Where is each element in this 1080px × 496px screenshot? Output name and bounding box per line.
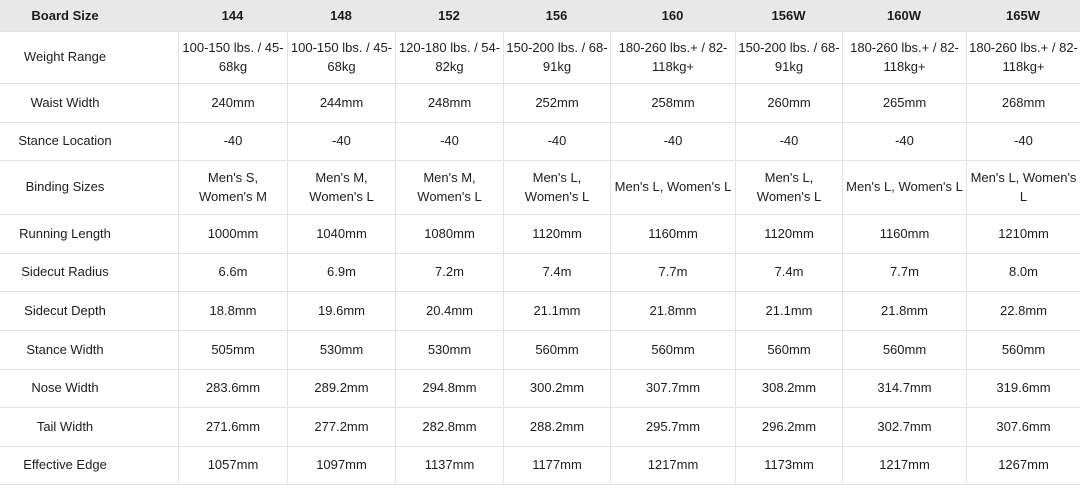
spec-cell: 7.4m	[735, 254, 842, 292]
row-label: Effective Edge	[0, 447, 178, 485]
row-label: Stance Width	[0, 331, 178, 370]
spec-cell: 307.7mm	[610, 370, 735, 408]
column-header-144: 144	[178, 0, 287, 31]
header-row	[0, 0, 1080, 31]
spec-cell: 1160mm	[610, 215, 735, 254]
column-header-160: 160	[610, 0, 735, 31]
spec-cell: 260mm	[735, 84, 842, 123]
spec-cell: 1137mm	[395, 447, 503, 485]
spec-cell: 8.0m	[966, 254, 1080, 292]
table-row-waist-width	[0, 84, 1080, 123]
spec-cell: 180-260 lbs.+ / 82-118kg+	[610, 31, 735, 84]
spec-cell: 268mm	[966, 84, 1080, 123]
table-row-sidecut-depth	[0, 292, 1080, 331]
spec-cell: 277.2mm	[287, 408, 395, 447]
spec-cell: -40	[735, 123, 842, 161]
spec-cell: 21.8mm	[610, 292, 735, 331]
spec-cell: 1217mm	[842, 447, 966, 485]
spec-cell: 560mm	[610, 331, 735, 370]
spec-cell: 1217mm	[610, 447, 735, 485]
spec-cell: 560mm	[503, 331, 610, 370]
spec-cell: 289.2mm	[287, 370, 395, 408]
column-header-152: 152	[395, 0, 503, 31]
spec-cell: Men's M, Women's L	[287, 161, 395, 215]
spec-cell: -40	[842, 123, 966, 161]
row-label: Sidecut Depth	[0, 292, 178, 331]
spec-cell: Men's S, Women's M	[178, 161, 287, 215]
spec-cell: 271.6mm	[178, 408, 287, 447]
column-header-165w: 165W	[966, 0, 1080, 31]
spec-cell: 1173mm	[735, 447, 842, 485]
spec-cell: 120-180 lbs. / 54-82kg	[395, 31, 503, 84]
spec-cell: 302.7mm	[842, 408, 966, 447]
spec-cell: 6.9m	[287, 254, 395, 292]
spec-cell: 300.2mm	[503, 370, 610, 408]
spec-cell: 1177mm	[503, 447, 610, 485]
spec-cell: 1057mm	[178, 447, 287, 485]
spec-cell: 258mm	[610, 84, 735, 123]
table-row-tail-width	[0, 408, 1080, 447]
spec-cell: 1210mm	[966, 215, 1080, 254]
table-row-binding-sizes	[0, 161, 1080, 215]
spec-cell: 22.8mm	[966, 292, 1080, 331]
spec-cell: -40	[395, 123, 503, 161]
table-row-sidecut-radius	[0, 254, 1080, 292]
spec-cell: Men's L, Women's L	[966, 161, 1080, 215]
spec-cell: 1120mm	[735, 215, 842, 254]
spec-cell: 265mm	[842, 84, 966, 123]
row-label: Running Length	[0, 215, 178, 254]
spec-cell: 560mm	[966, 331, 1080, 370]
table-row-nose-width	[0, 370, 1080, 408]
spec-cell: 319.6mm	[966, 370, 1080, 408]
spec-cell: 1040mm	[287, 215, 395, 254]
row-label: Nose Width	[0, 370, 178, 408]
table-row-weight-range	[0, 31, 1080, 84]
spec-cell: 282.8mm	[395, 408, 503, 447]
spec-cell: 560mm	[842, 331, 966, 370]
row-label: Stance Location	[0, 123, 178, 161]
spec-cell: 560mm	[735, 331, 842, 370]
spec-cell: 296.2mm	[735, 408, 842, 447]
header-board-size: Board Size	[0, 0, 178, 31]
spec-cell: 295.7mm	[610, 408, 735, 447]
spec-cell: -40	[503, 123, 610, 161]
table-row-running-length	[0, 215, 1080, 254]
spec-cell: 505mm	[178, 331, 287, 370]
spec-cell: 252mm	[503, 84, 610, 123]
column-header-156w: 156W	[735, 0, 842, 31]
spec-cell: 1120mm	[503, 215, 610, 254]
spec-cell: 21.1mm	[735, 292, 842, 331]
column-header-156: 156	[503, 0, 610, 31]
row-label: Waist Width	[0, 84, 178, 123]
spec-cell: 21.8mm	[842, 292, 966, 331]
spec-cell: 244mm	[287, 84, 395, 123]
spec-cell: 314.7mm	[842, 370, 966, 408]
spec-cell: Men's M, Women's L	[395, 161, 503, 215]
spec-cell: 20.4mm	[395, 292, 503, 331]
row-label: Weight Range	[0, 31, 178, 84]
row-label: Sidecut Radius	[0, 254, 178, 292]
spec-cell: Men's L, Women's L	[503, 161, 610, 215]
table-row-stance-width	[0, 331, 1080, 370]
spec-cell: -40	[287, 123, 395, 161]
column-header-148: 148	[287, 0, 395, 31]
spec-cell: 7.2m	[395, 254, 503, 292]
spec-cell: 1160mm	[842, 215, 966, 254]
spec-cell: 530mm	[395, 331, 503, 370]
spec-cell: 21.1mm	[503, 292, 610, 331]
spec-cell: 150-200 lbs. / 68-91kg	[503, 31, 610, 84]
spec-cell: 18.8mm	[178, 292, 287, 331]
column-header-160w: 160W	[842, 0, 966, 31]
spec-cell: 308.2mm	[735, 370, 842, 408]
spec-cell: -40	[178, 123, 287, 161]
spec-cell: 7.4m	[503, 254, 610, 292]
spec-cell: Men's L, Women's L	[842, 161, 966, 215]
spec-cell: 6.6m	[178, 254, 287, 292]
spec-cell: 180-260 lbs.+ / 82-118kg+	[966, 31, 1080, 84]
spec-cell: 307.6mm	[966, 408, 1080, 447]
spec-cell: 180-260 lbs.+ / 82-118kg+	[842, 31, 966, 84]
spec-cell: 530mm	[287, 331, 395, 370]
table-row-effective-edge	[0, 447, 1080, 485]
spec-cell: 150-200 lbs. / 68-91kg	[735, 31, 842, 84]
spec-cell: 248mm	[395, 84, 503, 123]
row-label: Tail Width	[0, 408, 178, 447]
table-row-stance-location	[0, 123, 1080, 161]
spec-cell: 283.6mm	[178, 370, 287, 408]
spec-cell: Men's L, Women's L	[610, 161, 735, 215]
spec-cell: 7.7m	[610, 254, 735, 292]
spec-cell: 1080mm	[395, 215, 503, 254]
row-label: Binding Sizes	[0, 161, 178, 215]
spec-cell: 100-150 lbs. / 45-68kg	[287, 31, 395, 84]
spec-cell: 7.7m	[842, 254, 966, 292]
spec-cell: 240mm	[178, 84, 287, 123]
spec-cell: -40	[966, 123, 1080, 161]
spec-cell: 100-150 lbs. / 45-68kg	[178, 31, 287, 84]
spec-cell: 1097mm	[287, 447, 395, 485]
spec-cell: 294.8mm	[395, 370, 503, 408]
spec-cell: 19.6mm	[287, 292, 395, 331]
spec-cell: -40	[610, 123, 735, 161]
spec-cell: 1000mm	[178, 215, 287, 254]
spec-cell: 1267mm	[966, 447, 1080, 485]
spec-cell: 288.2mm	[503, 408, 610, 447]
spec-cell: Men's L, Women's L	[735, 161, 842, 215]
